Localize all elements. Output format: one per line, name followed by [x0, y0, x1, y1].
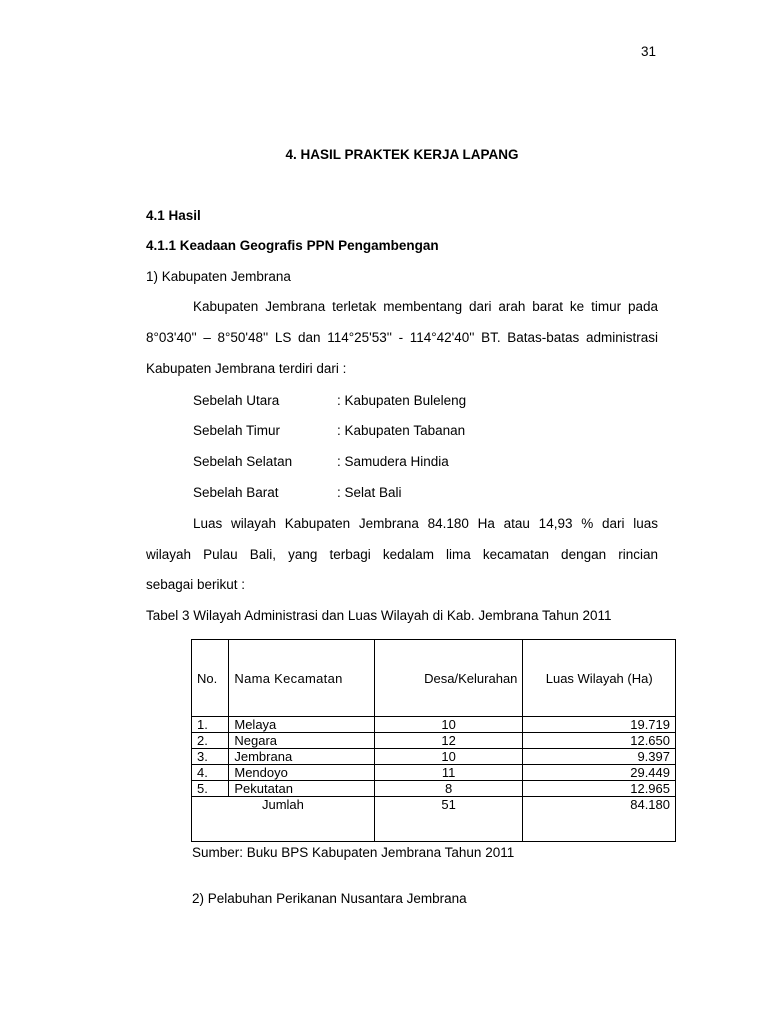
filler-cell — [523, 812, 676, 842]
border-value-north: : Kabupaten Buleleng — [337, 393, 467, 408]
paragraph-line: Kabupaten Jembrana terletak membentang dari arah barat ke timur pada — [193, 299, 658, 314]
table-source: Sumber: Buku BPS Kabupaten Jembrana Tahun 2011 — [192, 845, 515, 860]
table-row — [192, 749, 676, 765]
border-label-west: Sebelah Barat — [193, 485, 279, 500]
list-item-pelabuhan: 2) Pelabuhan Perikanan Nusantara Jembrana — [192, 891, 467, 906]
cell-no: 4. — [192, 765, 229, 781]
cell-villages: 10 — [374, 717, 523, 733]
cell-area: 12.650 — [523, 733, 676, 749]
subsection-heading: 4.1.1 Keadaan Geografis PPN Pengambengan — [146, 238, 439, 253]
cell-total-label: Jumlah — [192, 797, 375, 813]
paragraph-line: Kabupaten Jembrana terdiri dari : — [146, 361, 347, 376]
header-villages: Desa/Kelurahan — [374, 640, 523, 717]
list-item-kabupaten-jembrana: 1) Kabupaten Jembrana — [146, 269, 291, 284]
filler-cell — [192, 812, 375, 842]
border-value-west: : Selat Bali — [337, 485, 402, 500]
cell-villages: 11 — [374, 765, 523, 781]
paragraph-line: 8°03'40'' – 8°50'48'' LS dan 114°25'53'' - 114°42'40'' BT. Batas-batas administrasi — [146, 330, 658, 345]
table-row — [192, 717, 676, 733]
header-district-name: Nama Kecamatan — [229, 640, 375, 717]
filler-cell — [374, 812, 523, 842]
table-filler-row — [192, 812, 676, 842]
table-total-row — [192, 797, 676, 813]
cell-area: 19.719 — [523, 717, 676, 733]
cell-district-name: Pekutatan — [229, 781, 375, 797]
cell-no: 2. — [192, 733, 229, 749]
district-area-table — [191, 639, 676, 842]
cell-district-name: Jembrana — [229, 749, 375, 765]
border-value-south: : Samudera Hindia — [337, 454, 449, 469]
cell-total-area: 84.180 — [523, 797, 676, 813]
paragraph-line: sebagai berikut : — [146, 577, 246, 592]
cell-area: 9.397 — [523, 749, 676, 765]
cell-district-name: Mendoyo — [229, 765, 375, 781]
cell-no: 1. — [192, 717, 229, 733]
cell-villages: 12 — [374, 733, 523, 749]
border-label-north: Sebelah Utara — [193, 393, 280, 408]
table-header-row — [192, 640, 676, 717]
cell-no: 5. — [192, 781, 229, 797]
cell-area: 12.965 — [523, 781, 676, 797]
table-row — [192, 733, 676, 749]
table-row — [192, 781, 676, 797]
cell-area: 29.449 — [523, 765, 676, 781]
cell-villages: 8 — [374, 781, 523, 797]
cell-villages: 10 — [374, 749, 523, 765]
cell-district-name: Negara — [229, 733, 375, 749]
header-no: No. — [192, 640, 229, 717]
border-label-south: Sebelah Selatan — [193, 454, 293, 469]
page-number: 31 — [640, 44, 656, 59]
border-label-east: Sebelah Timur — [193, 423, 281, 438]
header-area: Luas Wilayah (Ha) — [523, 640, 676, 717]
cell-no: 3. — [192, 749, 229, 765]
table-caption: Tabel 3 Wilayah Administrasi dan Luas Wilayah di Kab. Jembrana Tahun 2011 — [146, 608, 612, 623]
table-row — [192, 765, 676, 781]
cell-district-name: Melaya — [229, 717, 375, 733]
chapter-title: 4. HASIL PRAKTEK KERJA LAPANG — [285, 147, 519, 162]
cell-total-villages: 51 — [374, 797, 523, 813]
section-heading: 4.1 Hasil — [146, 208, 201, 223]
paragraph-line: wilayah Pulau Bali, yang terbagi kedalam lima kecamatan dengan rincian — [146, 547, 658, 562]
border-value-east: : Kabupaten Tabanan — [337, 423, 466, 438]
paragraph-line: Luas wilayah Kabupaten Jembrana 84.180 Ha atau 14,93 % dari luas — [193, 516, 658, 531]
